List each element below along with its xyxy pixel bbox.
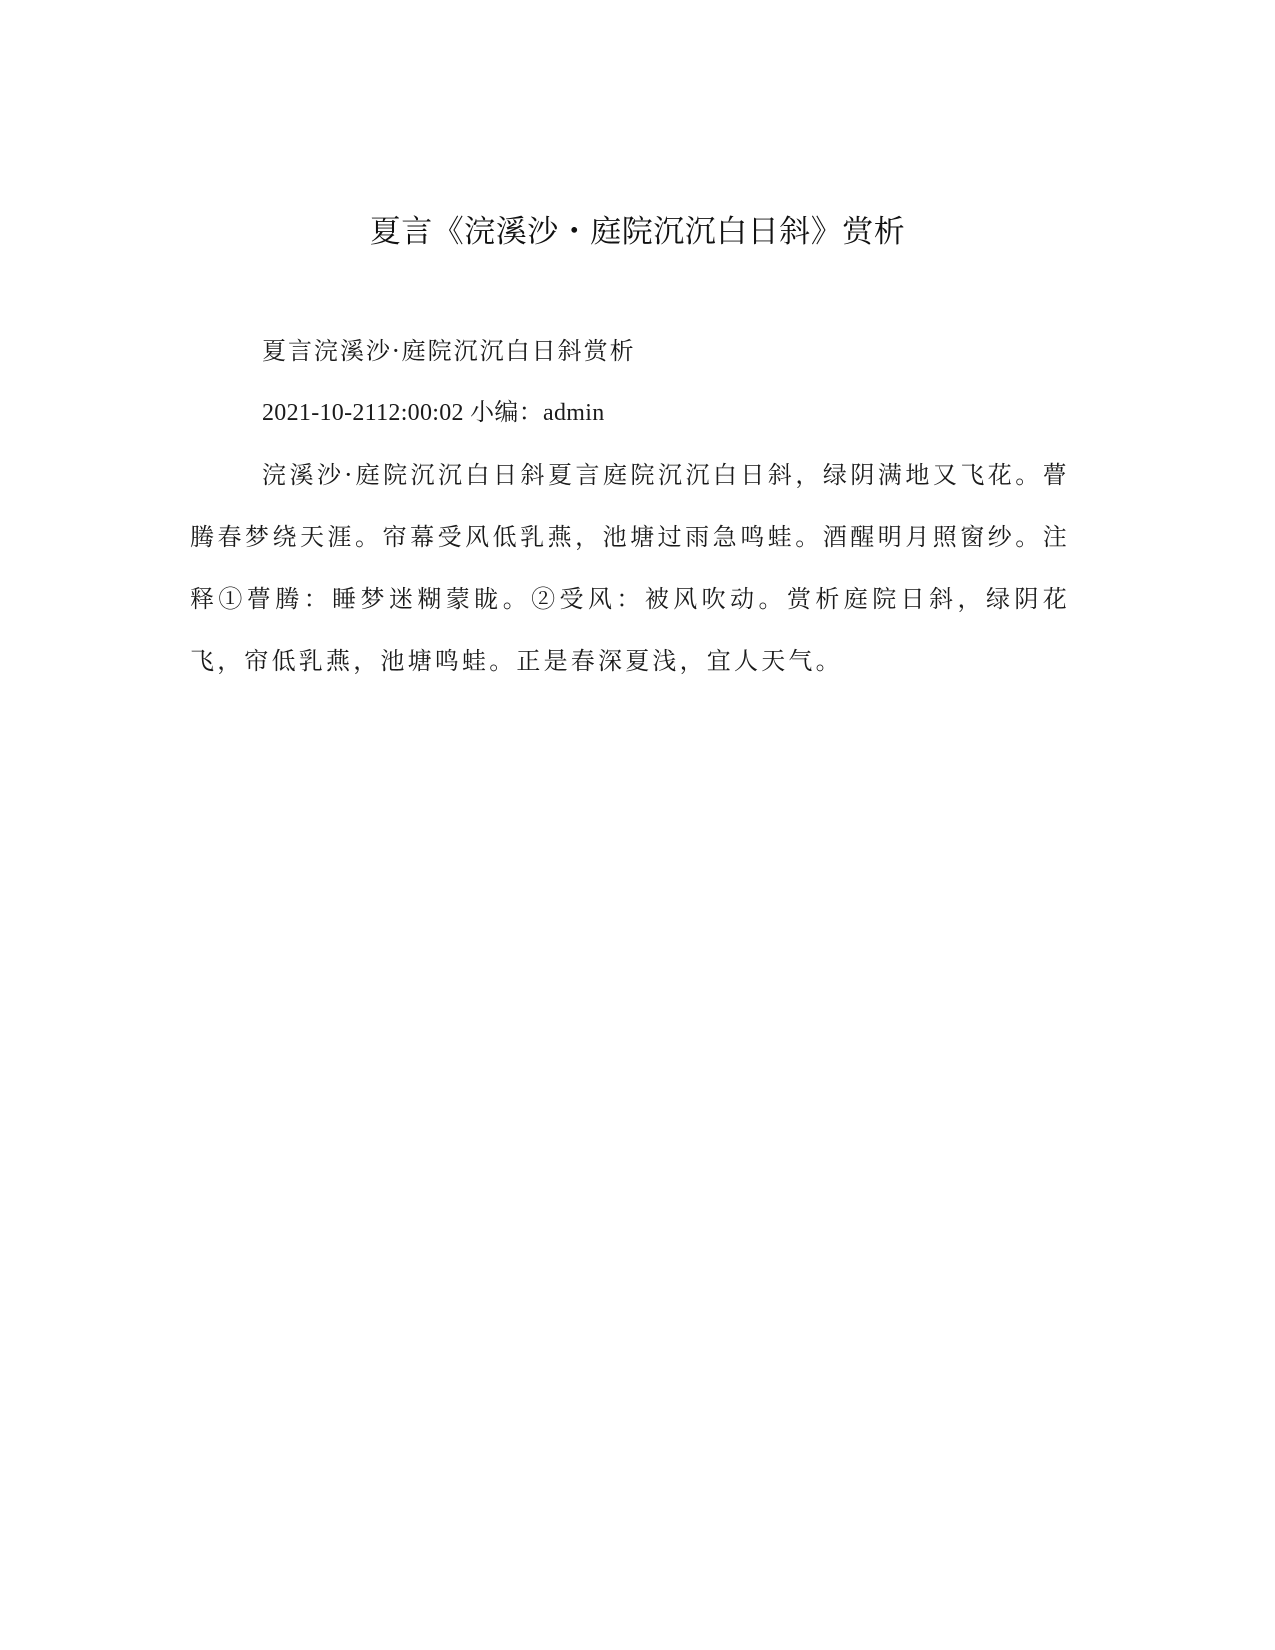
article-content: 浣溪沙·庭院沉沉白日斜夏言庭院沉沉白日斜，绿阴满地又飞花。瞢腾春梦绕天涯。帘幕受风低乳燕，池塘过雨急鸣蛙。酒醒明月照窗纱。注释①瞢腾：睡梦迷糊蒙眬。②受风：被风吹动。赏析庭院日斜，绿阴花飞，帘低乳燕，池塘鸣蛙。正是春深夏浅，宜人天气。: [190, 461, 1070, 675]
article-subtitle: 夏言浣溪沙·庭院沉沉白日斜赏析: [262, 337, 636, 365]
article-meta: 2021-10-2112:00:02 小编：admin: [262, 400, 605, 426]
document-title: 夏言《浣溪沙・庭院沉沉白日斜》赏析: [369, 214, 906, 250]
document-body: [190, 320, 1070, 692]
